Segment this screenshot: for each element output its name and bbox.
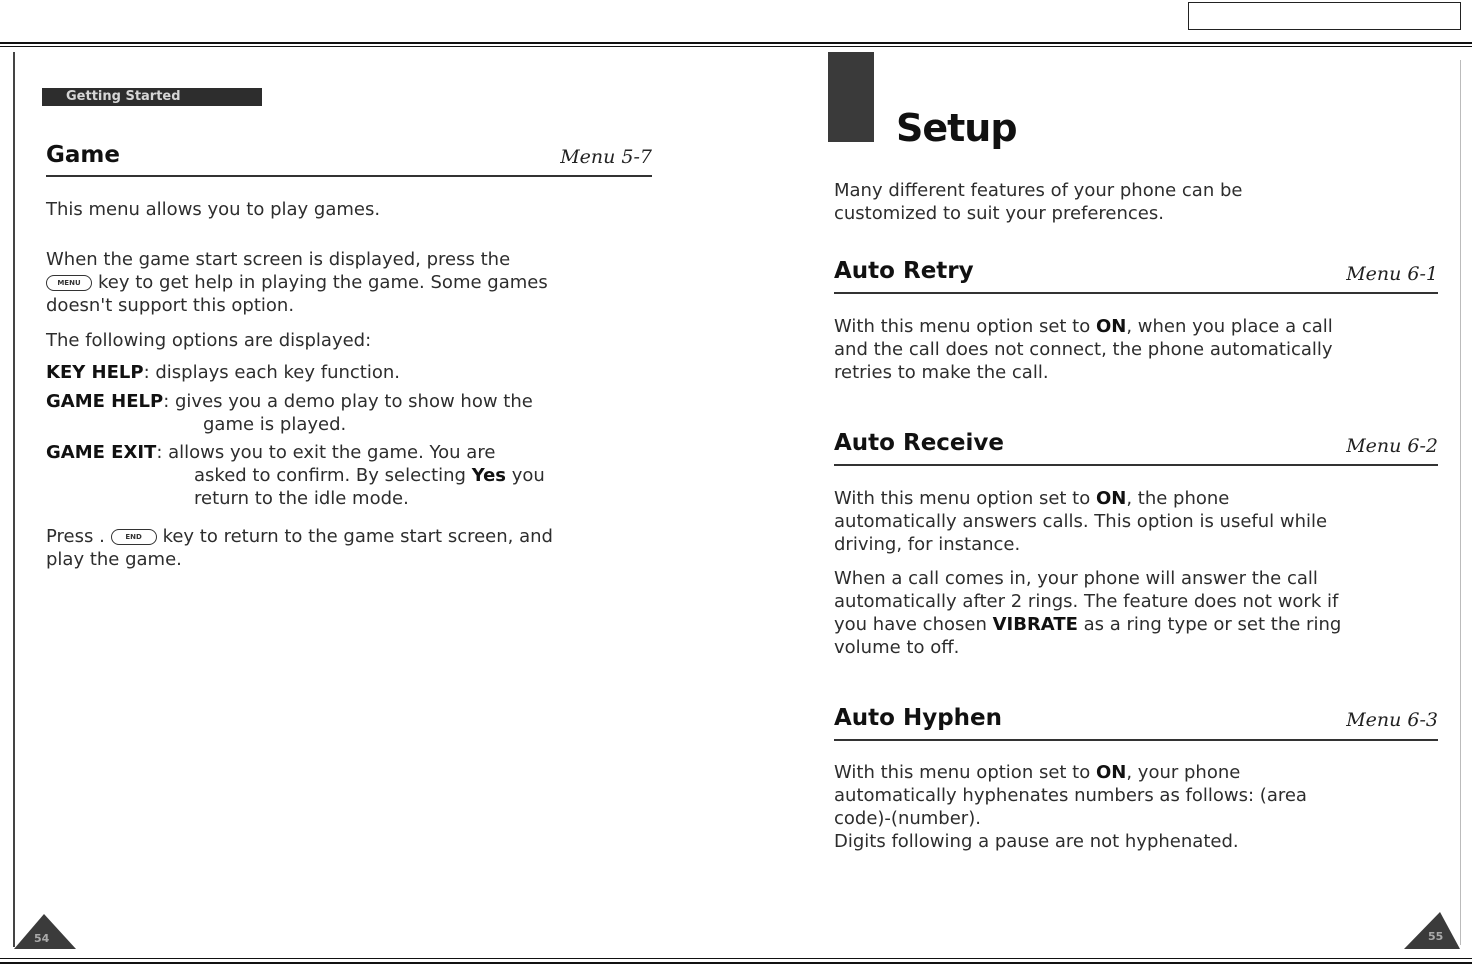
top-rule-thin <box>0 46 1472 47</box>
auto-hyphen-menu-ref: Menu 6-3 <box>1346 709 1438 731</box>
key-help-item <box>46 361 400 384</box>
auto-receive-line-1a: With this menu option set to <box>834 488 1096 509</box>
game-exit-text-2b: you <box>506 465 545 486</box>
auto-receive-line-2: automatically answers calls. This option is useful while <box>834 511 1328 532</box>
game-para-1-line-2 <box>46 271 656 294</box>
auto-receive-underline <box>834 464 1438 466</box>
auto-retry-line-1b: , when you place a call <box>1126 316 1333 337</box>
auto-retry-text <box>834 315 1444 384</box>
game-exit-text-1: : allows you to exit the game. You are <box>156 442 496 463</box>
left-page-number: 54 <box>34 932 50 945</box>
auto-receive-line-3: driving, for instance. <box>834 534 1021 555</box>
auto-receive-line-1b: , the phone <box>1126 488 1230 509</box>
key-help-label: KEY HELP <box>46 362 144 383</box>
game-help-label: GAME HELP <box>46 391 164 412</box>
auto-receive-p2-line-3a: you have chosen <box>834 614 993 635</box>
section-tag: Getting Started <box>42 88 262 106</box>
chapter-intro-line-1: Many different features of your phone can be <box>834 180 1243 201</box>
auto-hyphen-underline <box>834 739 1438 741</box>
chapter-intro-line-2: customized to suit your preferences. <box>834 203 1164 224</box>
bottom-rule <box>0 962 1472 964</box>
auto-retry-title: Auto Retry <box>834 258 974 284</box>
auto-hyphen-text <box>834 761 1444 853</box>
game-help-item <box>46 390 656 436</box>
auto-hyphen-line-1a: With this menu option set to <box>834 762 1096 783</box>
auto-receive-on: ON <box>1095 488 1127 509</box>
press-text-c: play the game. <box>46 549 182 570</box>
press-text-a: Press . <box>46 526 105 547</box>
auto-retry-underline <box>834 292 1438 294</box>
game-help-text-1: : gives you a demo play to show how the <box>163 391 533 412</box>
bottom-rule-thin <box>0 958 1472 959</box>
right-page-number: 55 <box>1428 930 1444 943</box>
auto-retry-line-3: retries to make the call. <box>834 362 1049 383</box>
left-page-edge <box>13 52 15 947</box>
auto-hyphen-line-3: code)-(number). <box>834 808 981 829</box>
end-key-icon: END <box>111 529 157 545</box>
auto-retry-on: ON <box>1095 316 1127 337</box>
game-para-1-line-2-text: key to get help in playing the game. Some games <box>98 272 548 293</box>
top-rule <box>0 42 1472 44</box>
game-para-1-line-3: doesn't support this option. <box>46 295 295 316</box>
auto-retry-menu-ref: Menu 6-1 <box>1346 263 1438 285</box>
game-exit-label: GAME EXIT <box>46 442 157 463</box>
auto-receive-title: Auto Receive <box>834 430 1004 456</box>
menu-key-icon: MENU <box>46 275 92 291</box>
press-text-b: key to return to the game start screen, and <box>162 526 553 547</box>
game-para-2: The following options are displayed: <box>46 330 372 351</box>
auto-receive-p2-line-2: automatically after 2 rings. The feature does not work if <box>834 591 1339 612</box>
auto-receive-p2-line-3b: as a ring type or set the ring <box>1077 614 1342 635</box>
auto-hyphen-line-2: automatically hyphenates numbers as follows: (area <box>834 785 1307 806</box>
game-para-press <box>46 525 666 571</box>
game-exit-text-2a: asked to confirm. By selecting <box>194 465 472 486</box>
auto-hyphen-line-1b: , your phone <box>1126 762 1241 783</box>
auto-receive-p2-line-4: volume to off. <box>834 637 960 658</box>
right-page-edge <box>1460 60 1461 945</box>
game-title: Game <box>46 142 120 168</box>
auto-hyphen-title: Auto Hyphen <box>834 705 1003 731</box>
header-box <box>1188 2 1461 30</box>
game-underline <box>46 175 652 177</box>
auto-receive-text-2 <box>834 567 1444 659</box>
auto-receive-text <box>834 487 1444 556</box>
game-exit-yes: Yes <box>471 465 506 486</box>
game-intro: This menu allows you to play games. <box>46 199 381 220</box>
auto-receive-p2-line-1: When a call comes in, your phone will answer the call <box>834 568 1318 589</box>
game-exit-item <box>46 441 656 510</box>
auto-hyphen-on: ON <box>1095 762 1127 783</box>
chapter-bar <box>828 52 874 142</box>
auto-receive-menu-ref: Menu 6-2 <box>1346 435 1438 457</box>
chapter-intro <box>834 179 1434 225</box>
game-menu-ref: Menu 5-7 <box>560 146 652 168</box>
auto-retry-line-2: and the call does not connect, the phone automatically <box>834 339 1333 360</box>
game-exit-text-3: return to the idle mode. <box>194 488 409 509</box>
auto-retry-line-1a: With this menu option set to <box>834 316 1096 337</box>
chapter-title: Setup <box>896 106 1017 150</box>
game-para-1-line-1: When the game start screen is displayed, press the <box>46 249 511 270</box>
game-para-1 <box>46 248 656 317</box>
auto-hyphen-line-4: Digits following a pause are not hyphenated. <box>834 831 1239 852</box>
auto-receive-vibrate: VIBRATE <box>992 614 1078 635</box>
key-help-text: : displays each key function. <box>143 362 400 383</box>
game-help-text-2: game is played. <box>203 414 347 435</box>
